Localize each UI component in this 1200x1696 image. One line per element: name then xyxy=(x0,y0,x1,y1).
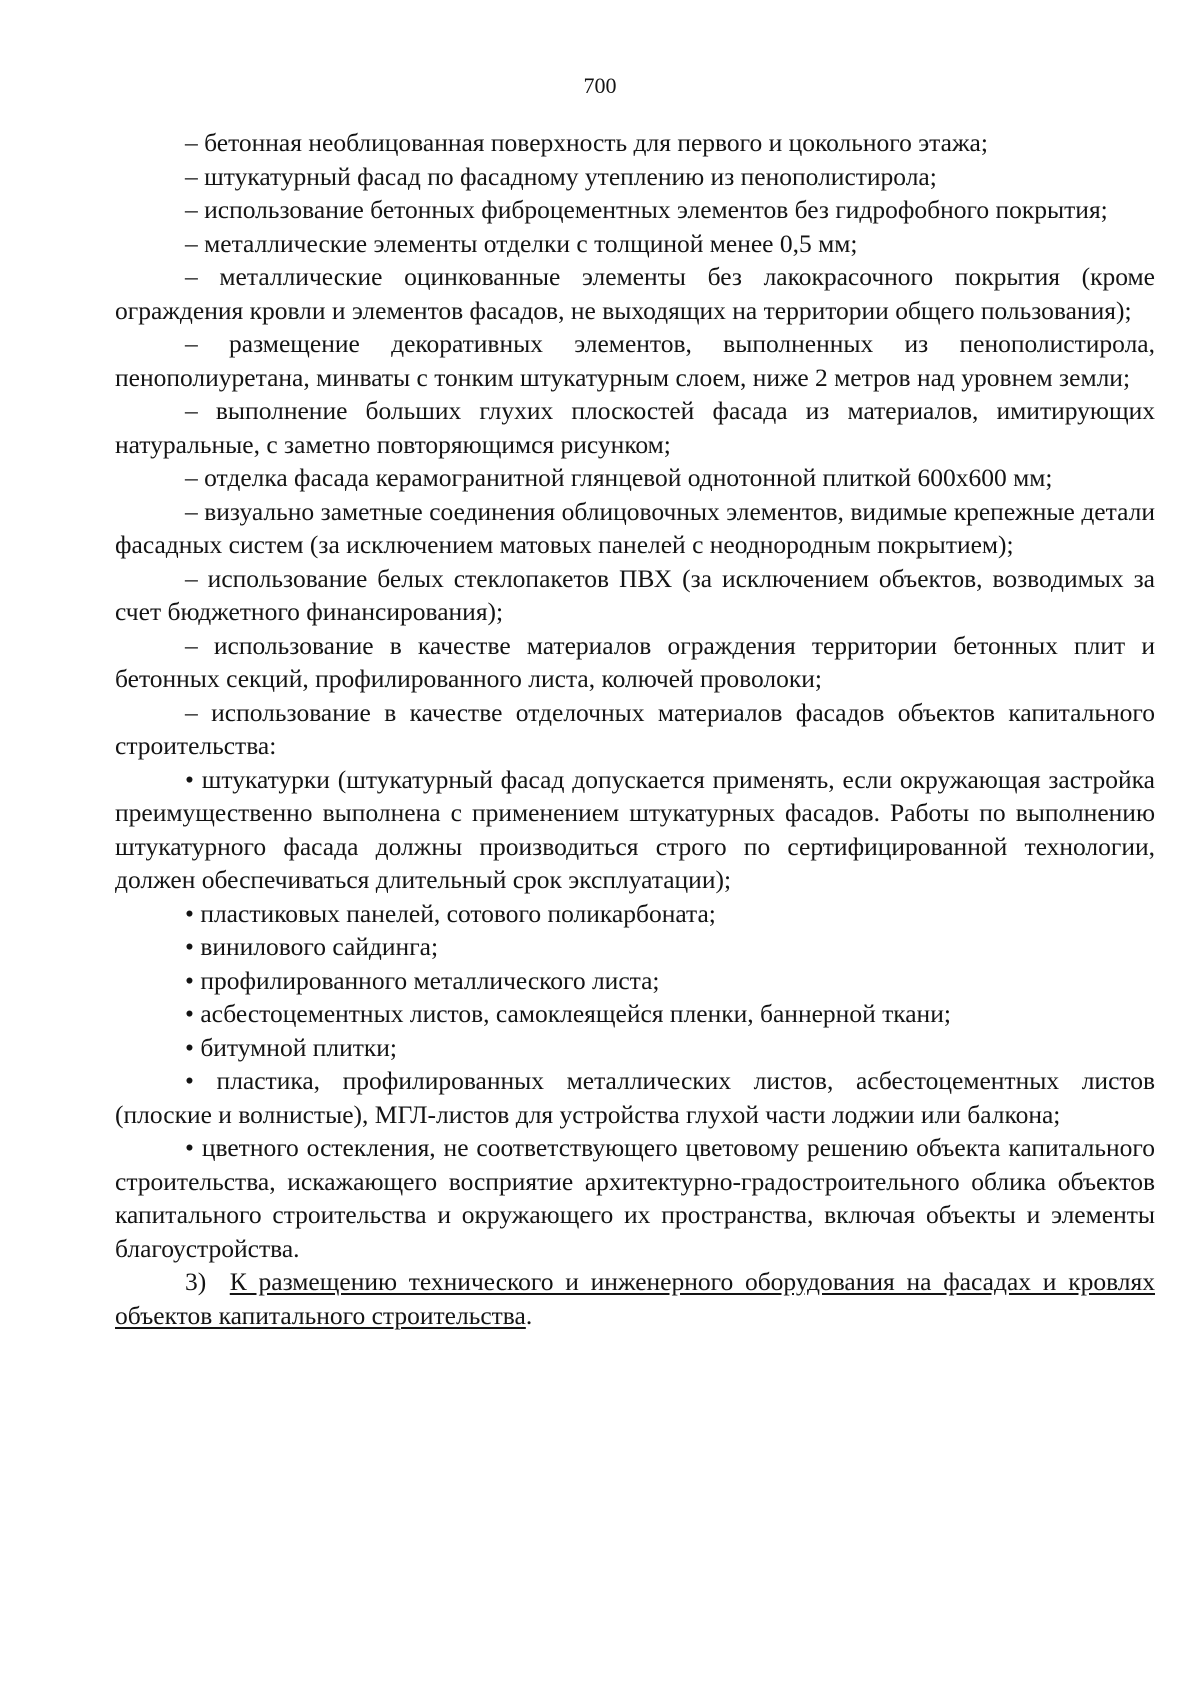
bullet-item xyxy=(115,1064,1155,1131)
bullet-icon: • xyxy=(185,1032,194,1062)
bullet-text: асбестоцементных листов, самоклеящейся пленки, баннерной ткани; xyxy=(200,999,951,1028)
bullet-text: винилового сайдинга; xyxy=(200,932,439,961)
page-number: 700 xyxy=(583,73,617,98)
list-item: – бетонная необлицованная поверхность для первого и цокольного этажа; xyxy=(185,128,988,157)
list-item: – использование в качестве материалов ограждения территории бетонных плит и бетонных секций, профилированного листа, колючей проволоки; xyxy=(115,630,1155,693)
bullet-text: пластика, профилированных металлических листов, асбестоцементных листов (плоские и волнистые), МГЛ-листов для устройства глухой части лоджии или балкона; xyxy=(115,1066,1155,1129)
section-number: 3) xyxy=(185,1267,207,1296)
list-item: – отделка фасада керамогранитной глянцевой однотонной плиткой 600х600 мм; xyxy=(185,463,1053,492)
bullet-item xyxy=(115,1031,1155,1065)
list-item: – металлические оцинкованные элементы без лакокрасочного покрытия (кроме ограждения кровли и элементов фасадов, не выходящих на территории общего пользования); xyxy=(115,262,1155,325)
section-end: . xyxy=(525,1300,533,1330)
bullet-icon: • xyxy=(185,898,194,928)
bullet-icon: • xyxy=(185,1133,194,1162)
list-item: – использование в качестве отделочных материалов фасадов объектов капитального строительства: xyxy=(115,697,1155,760)
bullet-item xyxy=(115,997,1155,1031)
bullet-icon: • xyxy=(185,965,194,995)
list-item: – выполнение больших глухих плоскостей фасада из материалов, имитирующих натуральные, с заметно повторяющимся рисунком; xyxy=(115,396,1155,459)
bullet-text: профилированного металлического листа; xyxy=(200,965,660,995)
bullet-text: цветного остекления, не соответствующего цветовому решению объекта капитального строительства, искажающего восприятие архитектурно-градостроительного облика объектов капитального строительства и окружающего их пространства, включая объекты и элементы благоустройства. xyxy=(115,1133,1155,1263)
bullet-item xyxy=(115,930,1155,964)
bullet-icon: • xyxy=(185,1066,194,1095)
bullet-text: пластиковых панелей, сотового поликарбоната; xyxy=(200,898,716,928)
list-item: – использование белых стеклопакетов ПВХ (за исключением объектов, возводимых за счет бюджетного финансирования); xyxy=(115,563,1155,626)
bullet-icon: • xyxy=(185,764,194,794)
list-item: – штукатурный фасад по фасадному утеплению из пенополистирола; xyxy=(185,161,937,191)
list-item: – металлические элементы отделки с толщиной менее 0,5 мм; xyxy=(185,228,858,258)
bullet-item xyxy=(115,1131,1155,1265)
list-item: – визуально заметные соединения облицовочных элементов, видимые крепежные детали фасадных систем (за исключением матовых панелей с неоднородным покрытием); xyxy=(115,496,1155,559)
bullet-item xyxy=(115,763,1155,897)
page-content xyxy=(115,126,1155,1332)
bullet-item xyxy=(115,964,1155,998)
bullet-icon: • xyxy=(185,999,194,1028)
list-item: – использование бетонных фиброцементных элементов без гидрофобного покрытия; xyxy=(185,195,1108,224)
section-heading xyxy=(115,1265,1155,1332)
bullet-text: штукатурки (штукатурный фасад допускается применять, если окружающая застройка преимущественно выполнена с применением штукатурных фасадов. Работы по выполнению штукатурного фасада должны производиться строго по сертифицированной технологии, должен обеспечиваться длительный срок эксплуатации); xyxy=(115,764,1155,894)
bullet-text: битумной плитки; xyxy=(200,1032,397,1062)
section-title: К размещению технического и инженерного оборудования на фасадах и кровлях объектов капитального строительства xyxy=(115,1267,1155,1330)
list-item: – размещение декоративных элементов, выполненных из пенополистирола, пенополиуретана, минваты с тонким штукатурным слоем, ниже 2 метров над уровнем земли; xyxy=(115,329,1155,392)
bullet-item xyxy=(115,897,1155,931)
bullet-icon: • xyxy=(185,932,194,961)
